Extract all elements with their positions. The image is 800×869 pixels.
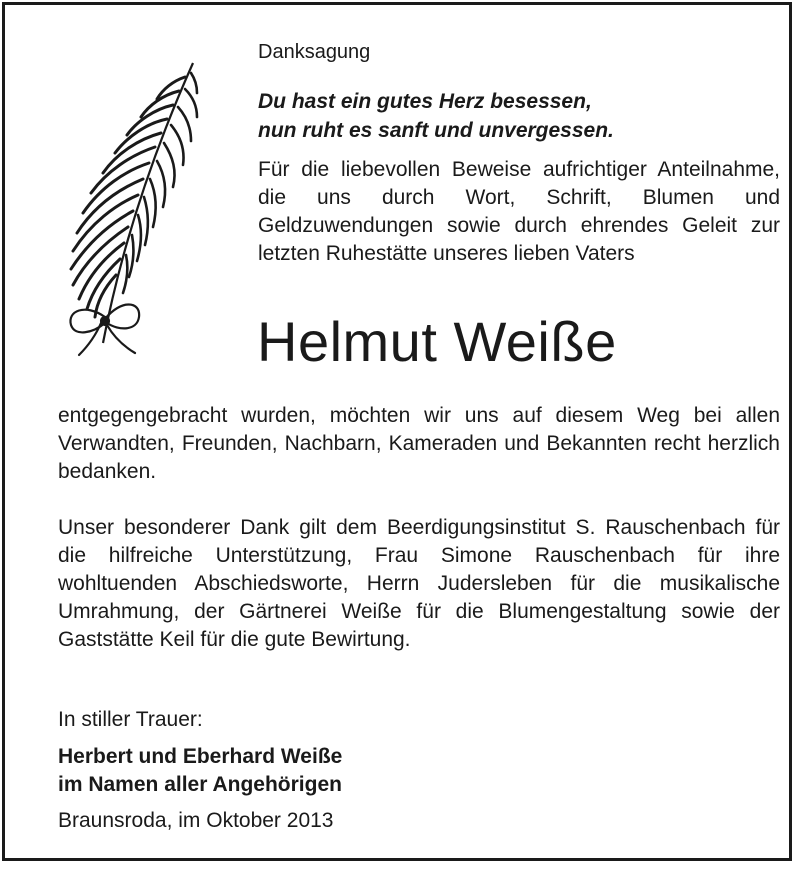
place-and-date: Braunsroda, im Oktober 2013: [58, 809, 334, 832]
feather-with-bow-icon: [45, 55, 205, 360]
obituary-notice: [2, 2, 792, 861]
thanks-paragraph: entgegengebracht wurden, möchten wir uns auf diesem Weg bei allen Verwandten, Freunden, Nachbarn, Kameraden und Bekannten recht herzlich bedanken.: [58, 404, 780, 483]
intro-paragraph: Für die liebevollen Beweise aufrichtiger Anteilnahme, die uns durch Wort, Schrift, Blumen und Geldzuwendungen sowie durch ehrendes Geleit zur letzten Ruhestätte unseres lieben Vaters: [258, 158, 780, 265]
signers-block: [58, 743, 342, 799]
mourning-line: In stiller Trauer:: [58, 708, 203, 731]
motto-line-2: nun ruht es sanft und unvergessen.: [258, 119, 614, 142]
special-thanks-paragraph: Unser besonderer Dank gilt dem Beerdigungsinstitut S. Rauschenbach für die hilfreiche Unterstützung, Frau Simone Rauschenbach für ihre wohltuenden Abschiedsworte, Herrn Judersleben für die musikalische Umrahmung, der Gärtnerei Weiße für die Blumengestaltung sowie der Gaststätte Keil für die gute Bewirtung.: [58, 516, 780, 651]
signers-line-2: im Namen aller Angehörigen: [58, 773, 342, 796]
signers-line-1: Herbert und Eberhard Weiße: [58, 745, 343, 768]
motto-line-1: Du hast ein gutes Herz besessen,: [258, 90, 592, 113]
deceased-name: Helmut Weiße: [257, 310, 617, 373]
motto-verse: [258, 87, 614, 145]
heading-danksagung: Danksagung: [258, 41, 371, 63]
